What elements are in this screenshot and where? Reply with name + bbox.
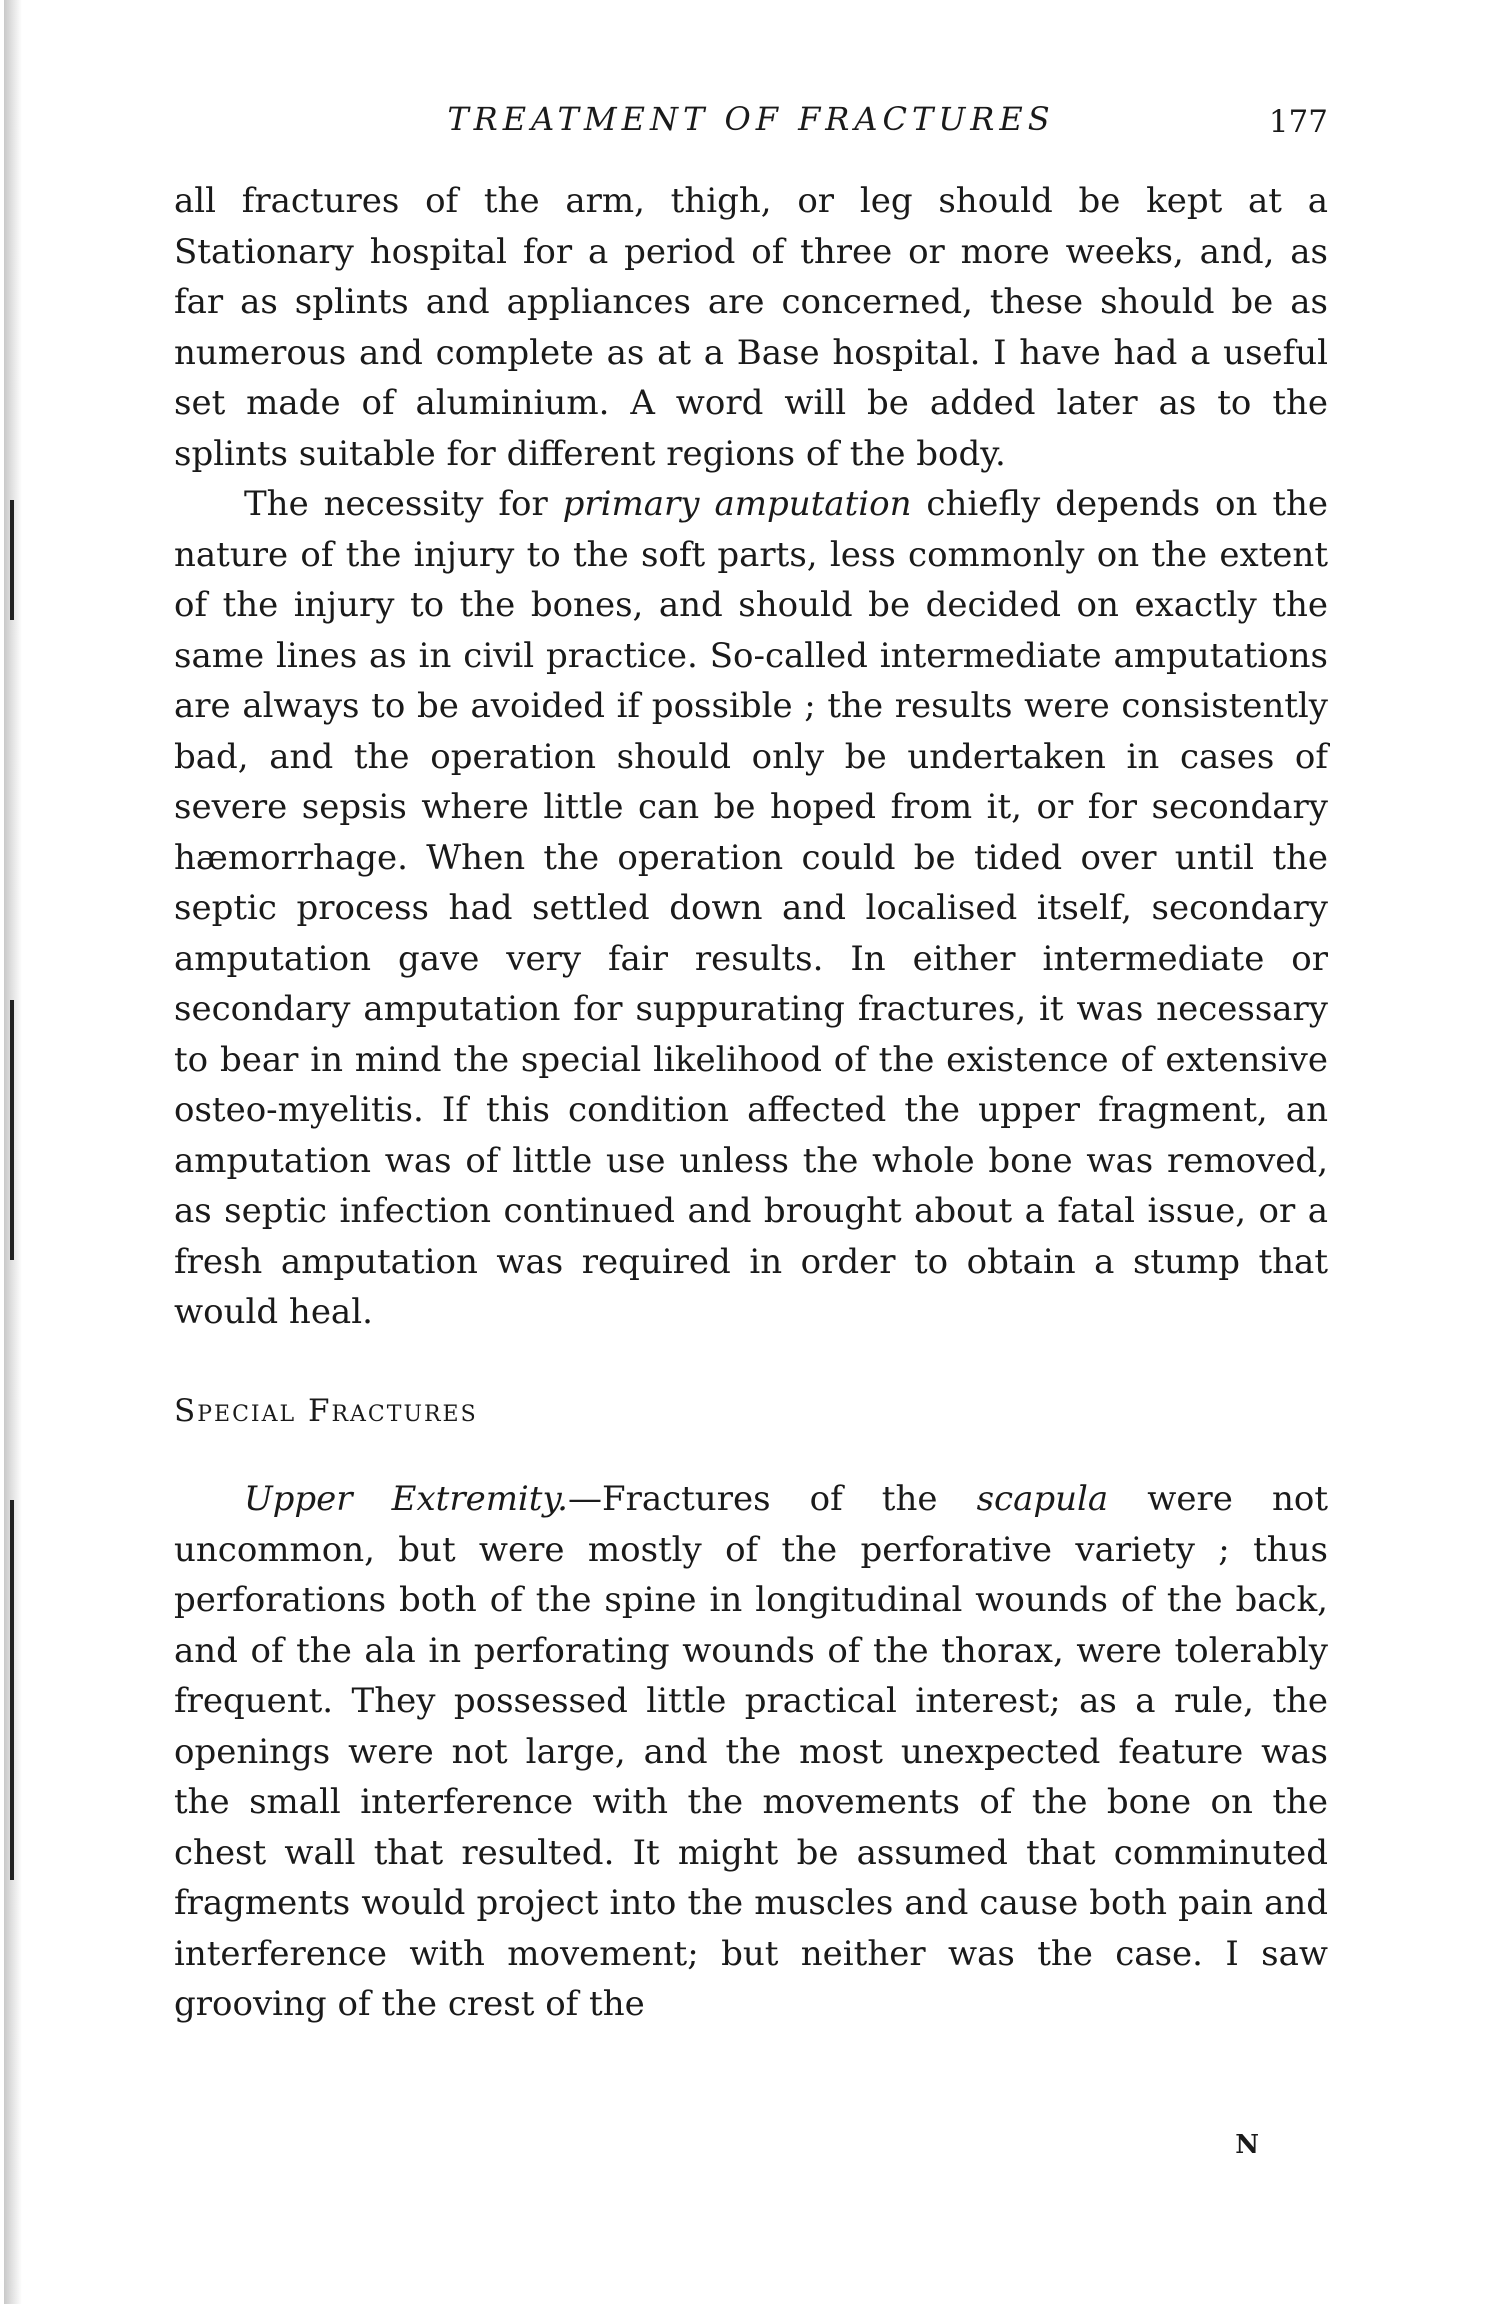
paragraph-text: The necessity for <box>244 484 563 524</box>
running-head: TREATMENT OF FRACTURES <box>447 100 1055 138</box>
section-heading: Special Fractures <box>174 1392 478 1429</box>
emphasis-text: primary amputation <box>562 484 912 524</box>
paragraph-text: —Fractures of the <box>567 1479 977 1519</box>
paragraph: all fractures of the arm, thigh, or leg should be kept at a Stationary hospital for a period of three or more weeks, and, as far as splints and appliances are concerned, these should be as numerous and complete as at a Base hospital. I have had a useful set made of aluminium. A word will be added later as to the splints suitable for different regions of the body. <box>174 181 1328 474</box>
emphasis-text: scapula <box>976 1479 1109 1519</box>
page-body <box>174 176 1328 2030</box>
page-header <box>174 100 1328 150</box>
paragraph <box>174 479 1328 1338</box>
page-number: 177 <box>1268 104 1328 140</box>
paragraph <box>174 1474 1328 2030</box>
paragraph-text: were not uncommon, but were mostly of the perforative variety ; thus perforations both of the spine in longitudinal wounds of the back, and of the ala in perforating wounds of the thorax, were tolerably frequent. They possessed little practical interest; as a rule, the openings were not large, and the most unexpected feature was the small interference with the movements of the bone on the chest wall that resulted. It might be assumed that comminuted fragments would project into the muscles and cause both pain and interference with movement; but neither was the case. I saw grooving of the crest of the <box>174 1479 1328 2024</box>
emphasis-text: Upper Extremity. <box>244 1479 568 1519</box>
paragraph-text: chiefly depends on the nature of the injury to the soft parts, less commonly on the extent of the injury to the bones, and should be decided on exactly the same lines as in civil practice. So-called intermediate amputations are always to be avoided if possible ; the results were consistently bad, and the operation should only be undertaken in cases of severe sepsis where little can be hoped from it, or for secondary hæmorrhage. When the operation could be tided over until the septic process had settled down and localised itself, secondary amputation gave very fair results. In either intermediate or secondary amputation for suppurating fractures, it was necessary to bear in mind the special likelihood of the existence of extensive osteo-myelitis. If this condition affected the upper fragment, an amputation was of little use unless the whole bone was removed, as septic infection continued and brought about a fatal issue, or a fresh amputation was required in order to obtain a stump that would heal. <box>174 484 1329 1332</box>
signature-mark: N <box>1235 2130 1259 2160</box>
binding-shadow <box>10 1000 14 1260</box>
binding-shadow <box>10 500 14 620</box>
binding-shadow <box>10 1500 14 1880</box>
